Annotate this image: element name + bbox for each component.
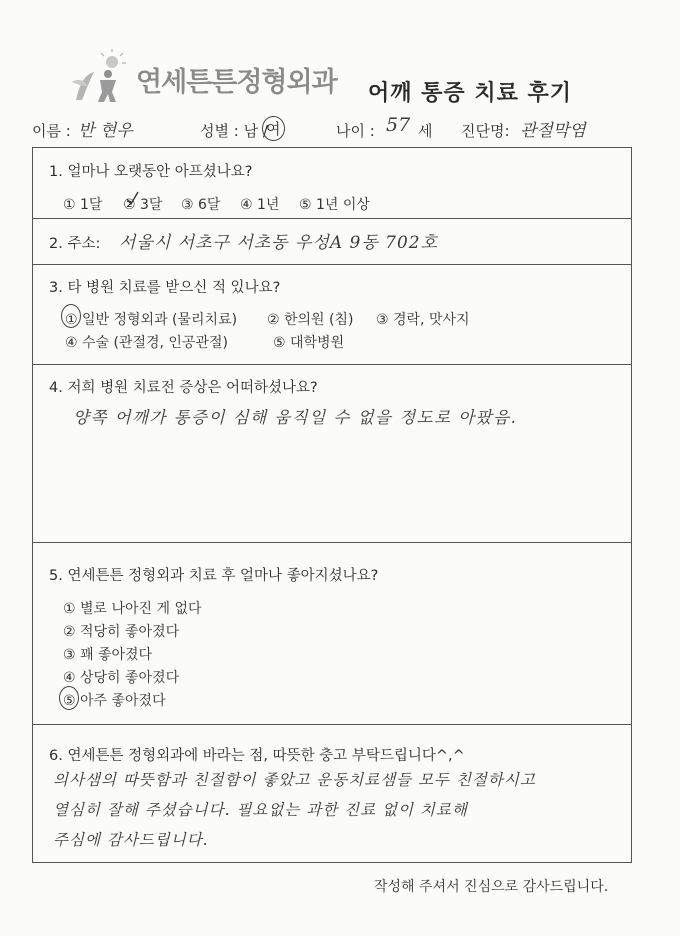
age-label: 나이 :	[336, 122, 375, 140]
address-value: 서울시 서초구 서초동 우성A 9동 702호	[119, 233, 439, 253]
q5-option: ② 적당히 좋아졌다	[63, 624, 180, 640]
logo-icon	[70, 52, 128, 104]
q6-answer-line: 열심히 잘해 주셨습니다. 필요없는 과한 진료 없이 치료해	[53, 801, 468, 819]
q5-option: ① 별로 나아진 게 없다	[63, 601, 202, 617]
divider	[33, 264, 631, 265]
divider	[33, 364, 631, 365]
q1-option: ④ 1년	[240, 197, 280, 213]
survey-form	[32, 147, 632, 863]
q1-option: ① 1달	[63, 197, 103, 213]
q6-question: 6. 연세튼튼 정형외과에 바라는 점, 따뜻한 충고 부탁드립니다^,^	[49, 748, 465, 764]
divider	[33, 542, 631, 543]
q5-option-selected: ⑤ 아주 좋아졌다	[63, 693, 166, 709]
q2-label: 2. 주소:	[49, 236, 101, 252]
gender-label: 성별 : 남 /	[200, 122, 268, 140]
hospital-name: 연세튼튼정형외과	[136, 67, 337, 98]
age-unit: 세	[418, 122, 433, 140]
q3-option: ③ 경락, 맛사지	[376, 312, 470, 328]
diagnosis-value: 관절막염	[520, 121, 586, 141]
name-value: 반 현우	[78, 121, 133, 141]
age-value: 57	[386, 114, 411, 136]
q1-question: 1. 얼마나 오랫동안 아프셨나요?	[49, 164, 253, 180]
q5-option: ③ 꽤 좋아졌다	[63, 647, 153, 663]
q6-answer-line: 주심에 감사드립니다.	[53, 831, 209, 849]
q3-option-selected: ① 일반 정형외과 (물리치료)	[65, 312, 238, 328]
q1-option: ⑤ 1년 이상	[299, 197, 370, 213]
q4-answer: 양쪽 어깨가 통증이 심해 움직일 수 없을 정도로 아팠음.	[73, 408, 518, 427]
divider	[33, 218, 631, 219]
q3-option: ④ 수술 (관절경, 인공관절)	[65, 335, 228, 351]
hospital-logo	[70, 48, 370, 108]
q1-option-selected: ② 3달	[123, 197, 163, 213]
check-mark-icon	[125, 190, 139, 208]
footer-thanks: 작성해 주셔서 진심으로 감사드립니다.	[374, 879, 609, 895]
q1-option: ③ 6달	[181, 197, 221, 213]
q4-question: 4. 저희 병원 치료전 증상은 어떠하셨나요?	[49, 380, 318, 396]
q3-option: ⑤ 대학병원	[273, 335, 345, 351]
q5-question: 5. 연세튼튼 정형외과 치료 후 얼마나 좋아지셨나요?	[49, 568, 379, 584]
form-title: 어깨 통증 치료 후기	[368, 81, 572, 106]
diagnosis-label: 진단명:	[461, 122, 510, 140]
name-label: 이름 :	[32, 122, 71, 140]
q3-option: ② 한의원 (침)	[267, 312, 354, 328]
divider	[33, 724, 631, 725]
q3-question: 3. 타 병원 치료를 받으신 적 있나요?	[49, 280, 281, 296]
q5-option: ④ 상당히 좋아졌다	[63, 670, 180, 686]
gender-value: 여	[262, 116, 285, 141]
q6-answer-line: 의사샘의 따뜻함과 친절함이 좋았고 운동치료샘들 모두 친절하시고	[53, 771, 536, 789]
